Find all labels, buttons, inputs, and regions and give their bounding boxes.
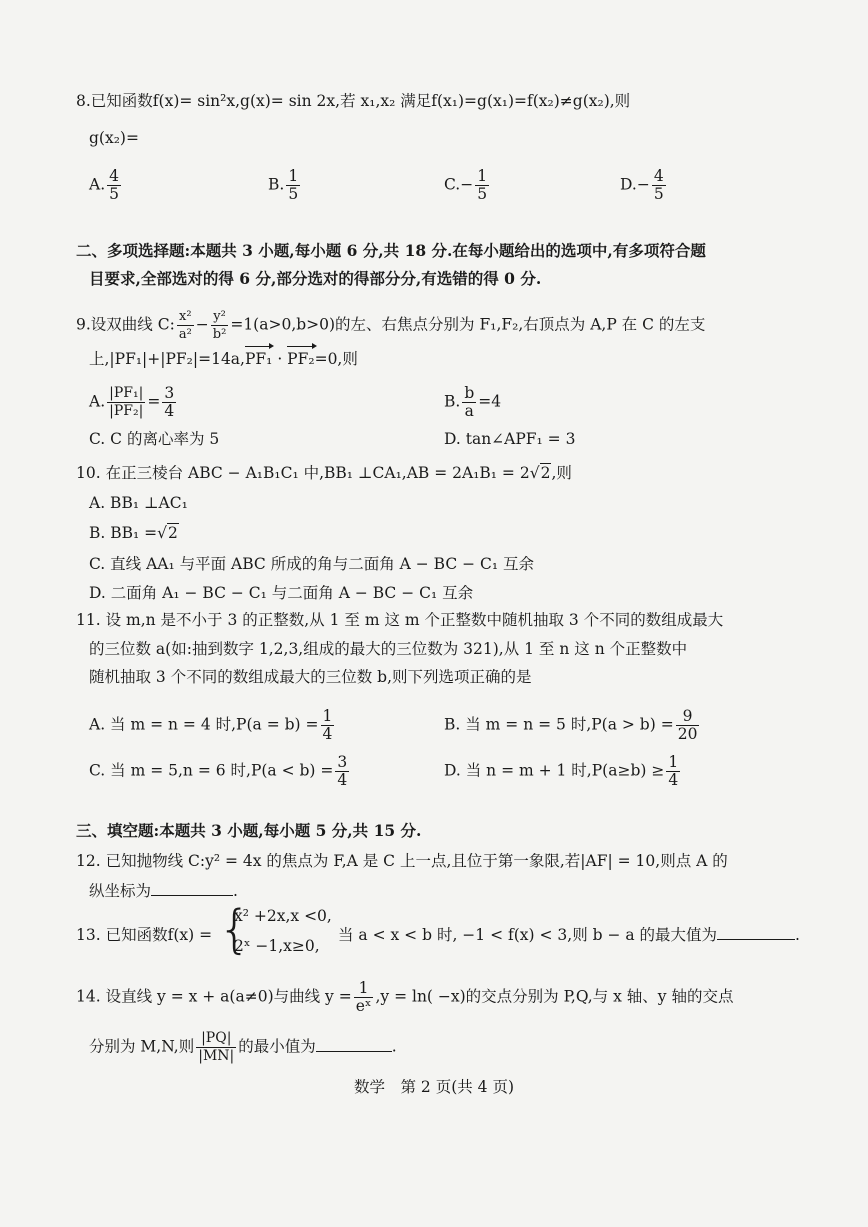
q9-stem-line1: 9.设双曲线 C: $\frac{\text{x²}}{\text{a²}}$ − $\frac{\text{y²}}{\text{b²}}$ =1(a>0,b>0)的左、右焦点分别为 F₁,F₂,右顶点为 A,P 在 C 的左支 xyxy=(76,309,706,342)
q10-option-b: B. BB₁ =√2 xyxy=(89,524,178,542)
q9-option-a: A. $\frac{\text{|PF₁|}}{\text{|PF₂|}}$ = $\frac{3}{4}$ xyxy=(89,384,175,420)
q13-case2: 2ˣ −1,x≥0, xyxy=(234,937,320,955)
section2-header-line1: 二、多项选择题:本题共 3 小题,每小题 6 分,共 18 分.在每小题给出的选项中,有多项符合题 xyxy=(76,241,706,260)
q14-stem-line1: 14. 设直线 y = x + a(a≠0)与曲线 y = $\frac{1}{\text{eˣ}}$ ,y = ln( −x)的交点分别为 P,Q,与 x 轴、y 轴的交点 xyxy=(76,979,734,1015)
q8-stem-line2: g(x₂)= xyxy=(89,129,139,147)
q9-stem-line2: 上,|PF₁|+|PF₂|=14a,PF₁ · PF₂=0,则 xyxy=(89,350,358,368)
q13-case1: x² +2x,x <0, xyxy=(234,907,332,925)
q13-suffix: 当 a < x < b 时, −1 < f(x) < 3,则 b − a 的最大值为 . xyxy=(338,926,800,944)
q11-option-a: A. 当 m = n = 4 时,P(a = b) = $\frac{1}{4}$ xyxy=(89,707,333,743)
q8-option-b: B. $\frac{1}{5}$ xyxy=(268,167,299,203)
vector-pf2: PF₂ xyxy=(287,350,315,368)
q11-option-b: B. 当 m = n = 5 时,P(a > b) = $\frac{9}{20}$ xyxy=(444,707,698,743)
page-footer: 数学 第 2 页(共 4 页) xyxy=(353,1078,515,1096)
q11-stem-line1: 11. 设 m,n 是不小于 3 的正整数,从 1 至 m 这 m 个正整数中随机抽取 3 个不同的数组成最大 xyxy=(76,611,724,629)
q13-prefix: 13. 已知函数f(x) = xyxy=(76,926,213,944)
q11-option-c: C. 当 m = 5,n = 6 时,P(a < b) = $\frac{3}{4}$ xyxy=(89,753,348,789)
vector-pf1: PF₁ xyxy=(244,350,273,368)
q10-option-a: A. BB₁ ⊥AC₁ xyxy=(89,494,188,512)
q12-stem-line1: 12. 已知抛物线 C:y² = 4x 的焦点为 F,A 是 C 上一点,且位于第一象限,若|AF| = 10,则点 A 的 xyxy=(76,852,728,870)
q13-brace: { xyxy=(218,900,252,960)
q12-answer-blank[interactable] xyxy=(151,881,233,896)
q8-option-d: D.− $\frac{4}{5}$ xyxy=(620,167,664,203)
q9-option-c: C. C 的离心率为 5 xyxy=(89,430,220,448)
q9-option-b: B. $\frac{b}{a}$ =4 xyxy=(444,384,502,420)
q12-stem-line2: 纵坐标为 . xyxy=(89,882,238,900)
q13-answer-blank[interactable] xyxy=(717,925,795,940)
q11-stem-line3: 随机抽取 3 个不同的数组成最大的三位数 b,则下列选项正确的是 xyxy=(89,668,532,686)
q8-option-a: A. $\frac{4}{5}$ xyxy=(89,167,119,203)
q10-option-c: C. 直线 AA₁ 与平面 ABC 所成的角与二面角 A − BC − C₁ 互余 xyxy=(89,555,535,573)
section3-header: 三、填空题:本题共 3 小题,每小题 5 分,共 15 分. xyxy=(76,821,422,840)
q10-stem: 10. 在正三棱台 ABC − A₁B₁C₁ 中,BB₁ ⊥CA₁,AB = 2A₁B₁ = 2√2,则 xyxy=(76,464,572,482)
q8-stem-line1: 8.已知函数f(x)= sin²x,g(x)= sin 2x,若 x₁,x₂ 满足f(x₁)=g(x₁)=f(x₂)≠g(x₂),则 xyxy=(76,92,631,110)
q10-option-d: D. 二面角 A₁ − BC − C₁ 与二面角 A − BC − C₁ 互余 xyxy=(89,584,474,602)
q8-option-c: C.− $\frac{1}{5}$ xyxy=(444,167,488,203)
q14-answer-blank[interactable] xyxy=(316,1037,392,1052)
q9-option-d: D. tan∠APF₁ = 3 xyxy=(444,430,576,448)
q11-option-d: D. 当 n = m + 1 时,P(a≥b) ≥ $\frac{1}{4}$ xyxy=(444,753,679,789)
section2-header-line2: 目要求,全部选对的得 6 分,部分选对的得部分分,有选错的得 0 分. xyxy=(89,269,542,288)
q11-stem-line2: 的三位数 a(如:抽到数字 1,2,3,组成的最大的三位数为 321),从 1 至 n 这 n 个正整数中 xyxy=(89,640,688,658)
q14-stem-line2: 分别为 M,N,则 $\frac{|PQ|}{|MN|}$ 的最小值为 . xyxy=(89,1030,397,1064)
